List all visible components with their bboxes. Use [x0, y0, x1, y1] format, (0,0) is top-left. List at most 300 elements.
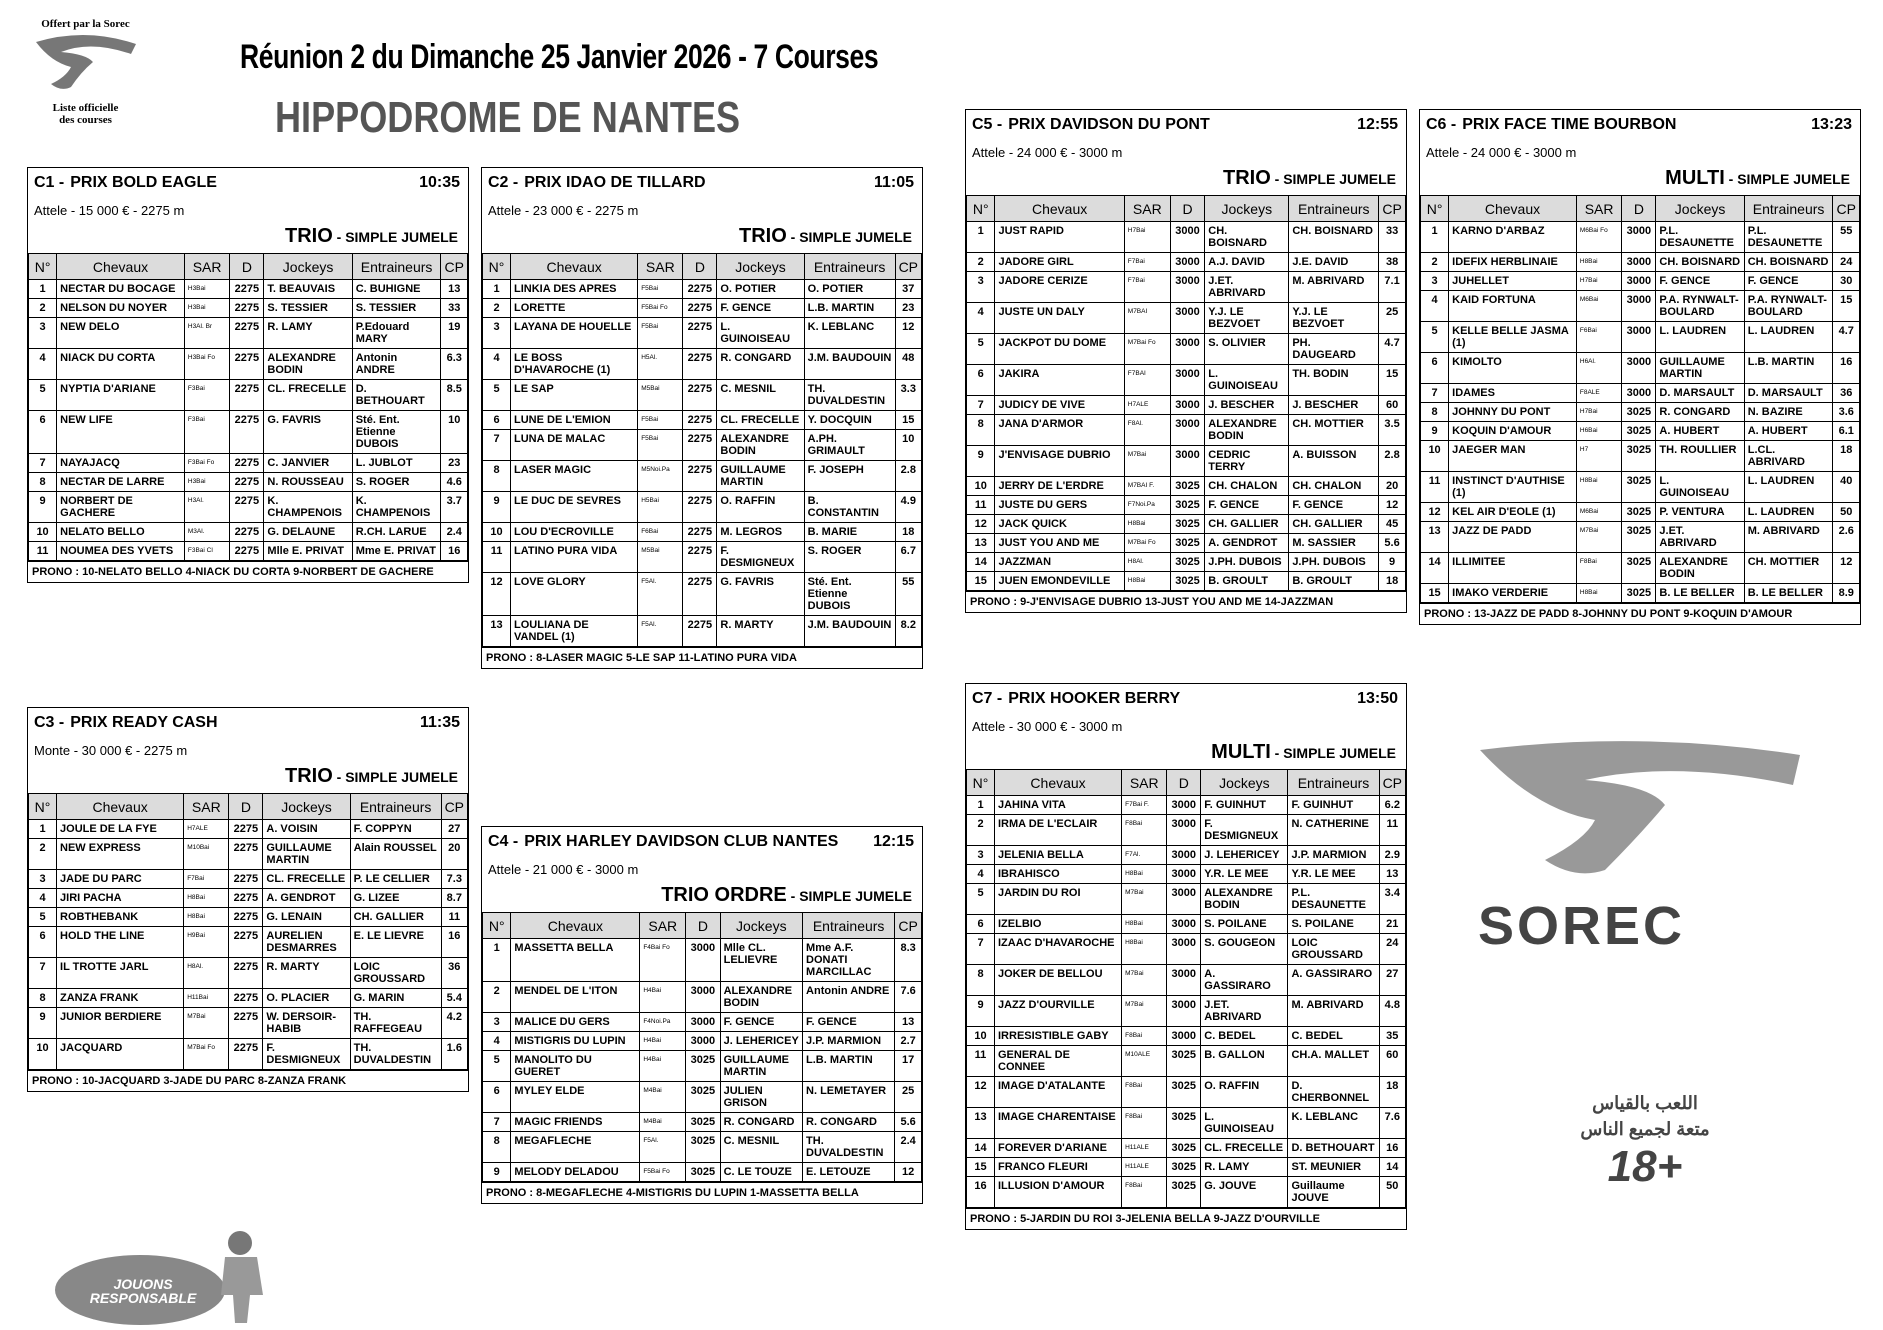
cell-dist: 3000 [1622, 222, 1656, 253]
cell-trainer: R. CONGARD [803, 1113, 895, 1132]
cell-num: 7 [483, 430, 511, 461]
table-row [967, 222, 1406, 253]
cell-sar: H4Bai [640, 1032, 686, 1051]
column-header-horse: Chevaux [511, 913, 640, 939]
column-header-jockey: Jockeys [720, 913, 802, 939]
table-row [29, 1039, 468, 1070]
table-header-row [483, 913, 922, 939]
race-name: PRIX FACE TIME BOURBON [1462, 116, 1677, 133]
column-header-horse: Chevaux [57, 794, 184, 820]
cell-dist: 2275 [230, 380, 264, 411]
cell-num: 9 [1421, 422, 1449, 441]
cell-cp: 27 [441, 820, 467, 839]
cell-num: 5 [967, 334, 995, 365]
cell-cp: 1.6 [441, 1039, 467, 1070]
bet-types [1420, 167, 1860, 195]
cell-sar: H9Bai [184, 927, 229, 958]
cell-trainer: CH. GALLIER [1289, 515, 1379, 534]
cell-cp: 13 [441, 280, 468, 299]
cell-jockey: R. LAMY [1201, 1158, 1288, 1177]
cell-num: 1 [967, 796, 995, 815]
cell-trainer: F. GENCE [1289, 496, 1379, 515]
cell-dist: 2275 [230, 454, 264, 473]
cell-sar: M10Bai [184, 839, 229, 870]
column-header-sar: SAR [184, 254, 229, 280]
cell-dist: 3000 [686, 1032, 720, 1051]
column-header-horse: Chevaux [995, 196, 1124, 222]
cell-sar: F8Al. [1124, 415, 1170, 446]
table-row [483, 299, 922, 318]
cell-jockey: N. ROUSSEAU [264, 473, 352, 492]
cell-num: 14 [1421, 553, 1449, 584]
arabic-slogan-line2: متعة لجميع الناس [1580, 1119, 1710, 1139]
cell-trainer: S. ROGER [352, 473, 441, 492]
table-row [29, 889, 468, 908]
cell-dist: 3000 [1167, 846, 1201, 865]
cell-sar: H4Bai [640, 982, 686, 1013]
cell-horse: LOVE GLORY [511, 573, 638, 616]
bet-main: MULTI [1211, 741, 1271, 763]
cell-horse: JUHELLET [1449, 272, 1577, 291]
cell-trainer: P.Edouard MARY [352, 318, 441, 349]
cell-cp: 20 [441, 839, 467, 870]
cell-sar: H3Bai Fo [184, 349, 229, 380]
cell-horse: LINKIA DES APRES [511, 280, 638, 299]
column-header-trainer: Entraineurs [803, 913, 895, 939]
cell-jockey: L. GUINOISEAU [1201, 1108, 1288, 1139]
cell-horse: JAKIRA [995, 365, 1124, 396]
cell-horse: FRANCO FLEURI [995, 1158, 1122, 1177]
cell-jockey: O. RAFFIN [717, 492, 804, 523]
column-header-horse: Chevaux [1449, 196, 1577, 222]
cell-trainer: S. TESSIER [352, 299, 441, 318]
cell-horse: ZANZA FRANK [57, 989, 184, 1008]
cell-sar: H6Bai [1576, 422, 1621, 441]
race-conditions: Attele - 15 000 € - 2275 m [34, 203, 185, 218]
cell-num: 2 [483, 299, 511, 318]
table-row [1421, 403, 1860, 422]
table-row [29, 318, 468, 349]
table-row [483, 349, 922, 380]
table-row [967, 515, 1406, 534]
table-row [483, 939, 922, 982]
cell-dist: 2275 [229, 889, 263, 908]
cell-cp: 9 [1379, 553, 1406, 572]
cell-num: 8 [29, 989, 57, 1008]
cell-cp: 18 [1379, 572, 1406, 591]
cell-dist: 3025 [1167, 1177, 1201, 1208]
cell-jockey: A. GENDROT [1205, 534, 1289, 553]
table-row [967, 477, 1406, 496]
cell-cp: 6.3 [441, 349, 468, 380]
cell-sar: F7Bai F. [1122, 796, 1167, 815]
cell-horse: IL TROTTE JARL [57, 958, 184, 989]
cell-sar: H6Al. [1576, 353, 1621, 384]
cell-trainer: G. LIZEE [350, 889, 441, 908]
race-prono: PRONO : 5-JARDIN DU ROI 3-JELENIA BELLA 9-JAZZ D'OURVILLE [966, 1208, 1406, 1229]
cell-sar: F7Bai [1124, 272, 1170, 303]
cell-jockey: C. LE TOUZE [720, 1163, 802, 1182]
cell-cp: 4.7 [1833, 322, 1860, 353]
race-conditions: Monte - 30 000 € - 2275 m [34, 743, 188, 758]
table-row [1421, 222, 1860, 253]
cell-sar: H3Bai [184, 473, 229, 492]
table-row [483, 616, 922, 647]
cell-dist: 3000 [1167, 796, 1201, 815]
race-time: 11:35 [419, 714, 460, 731]
bet-types [482, 225, 922, 253]
cell-jockey: F. DESMIGNEUX [263, 1039, 350, 1070]
cell-trainer: L.CL. ABRIVARD [1744, 441, 1833, 472]
cell-trainer: Y.R. LE MEE [1288, 865, 1379, 884]
column-header-jockey: Jockeys [264, 254, 352, 280]
bet-types [966, 167, 1406, 195]
cell-sar: F7Noi.Pa [1124, 496, 1170, 515]
cell-jockey: K. CHAMPENOIS [264, 492, 352, 523]
cell-num: 13 [1421, 522, 1449, 553]
cell-sar: M7Bai Fo [1124, 334, 1170, 365]
table-row [967, 446, 1406, 477]
cell-cp: 60 [1379, 396, 1406, 415]
cell-dist: 3000 [1622, 272, 1656, 291]
cell-cp: 50 [1379, 1177, 1405, 1208]
cell-trainer: CH.A. MALLET [1288, 1046, 1379, 1077]
cell-num: 11 [967, 1046, 995, 1077]
race-card-c7 [965, 683, 1407, 1230]
table-row [967, 915, 1406, 934]
cell-cp: 7.6 [1379, 1108, 1405, 1139]
cell-dist: 3025 [1167, 1158, 1201, 1177]
cell-jockey: P. VENTURA [1656, 503, 1744, 522]
cell-sar: H8Bai [1576, 253, 1621, 272]
cell-dist: 3025 [1167, 1046, 1201, 1077]
table-row [1421, 384, 1860, 403]
table-row [1421, 291, 1860, 322]
cell-jockey: L. GUINOISEAU [717, 318, 804, 349]
race-header [28, 708, 468, 741]
cell-trainer: PH. DAUGEARD [1289, 334, 1379, 365]
cell-trainer: LOIC GROUSSARD [1288, 934, 1379, 965]
cell-jockey: ALEXANDRE BODIN [720, 982, 802, 1013]
cell-trainer: A. BUISSON [1289, 446, 1379, 477]
cell-cp: 2.8 [1379, 446, 1406, 477]
cell-horse: LE SAP [511, 380, 638, 411]
cell-jockey: F. GENCE [717, 299, 804, 318]
cell-num: 9 [967, 446, 995, 477]
arabic-slogan-line1: اللعب بالقياس [1592, 1093, 1698, 1113]
cell-num: 2 [29, 839, 57, 870]
cell-jockey: J. BESCHER [1205, 396, 1289, 415]
column-header-cp: CP [1379, 770, 1405, 796]
cell-jockey: A. HUBERT [1656, 422, 1744, 441]
cell-dist: 2275 [230, 299, 264, 318]
cell-num: 3 [29, 318, 57, 349]
cell-sar: H3Al. [184, 492, 229, 523]
table-row [29, 1008, 468, 1039]
cell-sar: F3Bai Cl [184, 542, 229, 561]
cell-sar: H7Bai [1124, 222, 1170, 253]
cell-sar: M6Bai [1576, 291, 1621, 322]
cell-jockey: S. POILANE [1201, 915, 1288, 934]
cell-horse: MEGAFLECHE [511, 1132, 640, 1163]
cell-num: 5 [29, 908, 57, 927]
cell-horse: IRRESISTIBLE GABY [995, 1027, 1122, 1046]
cell-horse: JACQUARD [57, 1039, 184, 1070]
cell-cp: 27 [1379, 965, 1405, 996]
column-header-sar: SAR [1576, 196, 1621, 222]
cell-horse: HOLD THE LINE [57, 927, 184, 958]
column-header-cp: CP [441, 794, 467, 820]
cell-cp: 7.3 [441, 870, 467, 889]
table-row [1421, 522, 1860, 553]
cell-sar: F5Al. [638, 573, 683, 616]
cell-num: 3 [967, 846, 995, 865]
cell-num: 11 [483, 542, 511, 573]
cell-horse: LE BOSS D'HAVAROCHE (1) [511, 349, 638, 380]
cell-num: 3 [1421, 272, 1449, 291]
bet-main: TRIO ORDRE [661, 884, 787, 906]
cell-num: 8 [29, 473, 57, 492]
cell-sar: H8Al. [1124, 553, 1170, 572]
cell-horse: JUSTE DU GERS [995, 496, 1124, 515]
table-header-row [483, 254, 922, 280]
cell-horse: JERRY DE L'ERDRE [995, 477, 1124, 496]
cell-trainer: E. LE LIEVRE [350, 927, 441, 958]
cell-num: 8 [1421, 403, 1449, 422]
cell-trainer: J.E. DAVID [1289, 253, 1379, 272]
cell-dist: 2275 [229, 820, 263, 839]
cell-dist: 3025 [1622, 584, 1656, 603]
cell-horse: MENDEL DE L'ITON [511, 982, 640, 1013]
cell-sar: F4Bai Fo [640, 939, 686, 982]
cell-num: 5 [1421, 322, 1449, 353]
cell-jockey: CL. FRECELLE [263, 870, 350, 889]
cell-sar: M5Noi.Pa [638, 461, 683, 492]
column-header-trainer: Entraineurs [350, 794, 441, 820]
bet-main: TRIO [738, 225, 787, 247]
cell-num: 10 [29, 1039, 57, 1070]
cell-jockey: CH. BOISNARD [1205, 222, 1289, 253]
cell-jockey: B. GALLON [1201, 1046, 1288, 1077]
runners-table [28, 793, 468, 1070]
cell-num: 5 [967, 884, 995, 915]
column-header-trainer: Entraineurs [1744, 196, 1833, 222]
cell-horse: KAID FORTUNA [1449, 291, 1577, 322]
cell-sar: H7ALE [1124, 396, 1170, 415]
cell-dist: 3025 [1170, 572, 1205, 591]
cell-num: 1 [1421, 222, 1449, 253]
cell-trainer: Sté. Ent. Etienne DUBOIS [352, 411, 441, 454]
runners-table [966, 769, 1406, 1208]
cell-num: 7 [29, 454, 57, 473]
sorec-logo-text: SOREC [1478, 896, 1686, 956]
table-row [29, 280, 468, 299]
cell-num: 6 [483, 411, 511, 430]
official-list-line1: Liste officielle [52, 102, 119, 114]
cell-jockey: L. GUINOISEAU [1656, 472, 1744, 503]
column-header-cp: CP [895, 913, 922, 939]
cell-trainer: P.L. DESAUNETTE [1744, 222, 1833, 253]
cell-jockey: CEDRIC TERRY [1205, 446, 1289, 477]
column-header-sar: SAR [184, 794, 229, 820]
cell-jockey: TH. ROULLIER [1656, 441, 1744, 472]
cell-num: 15 [967, 1158, 995, 1177]
cell-num: 4 [483, 349, 511, 380]
cell-jockey: R. CONGARD [1656, 403, 1744, 422]
cell-horse: NEW DELO [57, 318, 185, 349]
cell-sar: M5Bai [638, 542, 683, 573]
table-row [967, 796, 1406, 815]
cell-cp: 5.6 [1379, 534, 1406, 553]
cell-horse: MALICE DU GERS [511, 1013, 640, 1032]
cell-jockey: ALEXANDRE BODIN [264, 349, 352, 380]
cell-cp: 8.9 [1833, 584, 1860, 603]
cell-cp: 36 [441, 958, 467, 989]
table-row [483, 573, 922, 616]
column-header-num: N° [29, 794, 57, 820]
cell-horse: JOULE DE LA FYE [57, 820, 184, 839]
table-row [1421, 253, 1860, 272]
cell-trainer: Antonin ANDRE [352, 349, 441, 380]
table-row [967, 572, 1406, 591]
cell-num: 2 [1421, 253, 1449, 272]
cell-sar: H3Bai [184, 280, 229, 299]
cell-sar: F7Al. [1122, 846, 1167, 865]
cell-num: 2 [967, 815, 995, 846]
race-header [28, 168, 468, 201]
cell-horse: NORBERT DE GACHERE [57, 492, 185, 523]
cell-horse: LOU D'ECROVILLE [511, 523, 638, 542]
cell-trainer: ST. MEUNIER [1288, 1158, 1379, 1177]
column-header-num: N° [967, 770, 995, 796]
cell-dist: 2275 [229, 839, 263, 870]
table-row [967, 1108, 1406, 1139]
cell-cp: 55 [895, 573, 921, 616]
cell-cp: 3.7 [441, 492, 468, 523]
cell-jockey: GUILLAUME MARTIN [720, 1051, 802, 1082]
cell-dist: 2275 [683, 616, 717, 647]
cell-jockey: R. CONGARD [717, 349, 804, 380]
cell-trainer: P.L. DESAUNETTE [1288, 884, 1379, 915]
cell-dist: 3025 [1622, 403, 1656, 422]
cell-cp: 12 [895, 318, 921, 349]
column-header-sar: SAR [640, 913, 686, 939]
column-header-num: N° [29, 254, 57, 280]
table-row [483, 492, 922, 523]
cell-dist: 3000 [1170, 415, 1205, 446]
cell-trainer: P. LE CELLIER [350, 870, 441, 889]
table-row [967, 253, 1406, 272]
cell-num: 4 [967, 865, 995, 884]
cell-num: 7 [483, 1113, 511, 1132]
cell-cp: 45 [1379, 515, 1406, 534]
cell-horse: IMAGE D'ATALANTE [995, 1077, 1122, 1108]
cell-num: 5 [29, 380, 57, 411]
table-row [967, 1046, 1406, 1077]
race-conditions: Attele - 21 000 € - 3000 m [488, 862, 639, 877]
cell-horse: JIRI PACHA [57, 889, 184, 908]
race-card-c4 [481, 826, 923, 1204]
cell-jockey: Mlle E. PRIVAT [264, 542, 352, 561]
cell-trainer: Antonin ANDRE [803, 982, 895, 1013]
cell-dist: 2275 [683, 380, 717, 411]
cell-jockey: T. BEAUVAIS [264, 280, 352, 299]
cell-sar: H4Bai [640, 1051, 686, 1082]
table-row [1421, 503, 1860, 522]
cell-dist: 2275 [229, 870, 263, 889]
cell-num: 9 [483, 492, 511, 523]
jouons-responsable-logo [55, 1225, 295, 1325]
cell-trainer: CH. CHALON [1289, 477, 1379, 496]
cell-jockey: CL. FRECELLE [264, 380, 352, 411]
runners-table [482, 253, 922, 647]
cell-dist: 3025 [1170, 553, 1205, 572]
cell-cp: 2.8 [895, 461, 921, 492]
cell-trainer: Sté. Ent. Etienne DUBOIS [804, 573, 895, 616]
cell-dist: 3025 [686, 1163, 720, 1182]
cell-jockey: A.J. DAVID [1205, 253, 1289, 272]
cell-cp: 4.6 [441, 473, 468, 492]
cell-trainer: B. MARIE [804, 523, 895, 542]
cell-horse: JAHINA VITA [995, 796, 1122, 815]
cell-jockey: C. BEDEL [1201, 1027, 1288, 1046]
cell-trainer: Guillaume JOUVE [1288, 1177, 1379, 1208]
cell-trainer: Alain ROUSSEL [350, 839, 441, 870]
cell-sar: H8Al. [184, 958, 229, 989]
cell-num: 11 [1421, 472, 1449, 503]
cell-horse: JOHNNY DU PONT [1449, 403, 1577, 422]
cell-dist: 2275 [230, 349, 264, 380]
table-row [967, 965, 1406, 996]
table-row [29, 492, 468, 523]
cell-sar: F5Bai [638, 318, 683, 349]
cell-num: 3 [29, 870, 57, 889]
cell-horse: LUNE DE L'EMION [511, 411, 638, 430]
cell-horse: KOQUIN D'AMOUR [1449, 422, 1577, 441]
cell-sar: H7ALE [184, 820, 229, 839]
race-card-c3 [27, 707, 469, 1092]
race-code: C2 - [488, 174, 519, 191]
cell-jockey: JULIEN GRISON [720, 1082, 802, 1113]
jockey-figure-icon [205, 1225, 285, 1325]
table-row [483, 1113, 922, 1132]
cell-sar: H5Bai [638, 492, 683, 523]
cell-trainer: M. ABRIVARD [1744, 522, 1833, 553]
cell-sar: F5Bai Fo [638, 299, 683, 318]
cell-sar: M7Bai Fo [1124, 534, 1170, 553]
race-time: 13:23 [1811, 116, 1852, 133]
column-header-horse: Chevaux [511, 254, 638, 280]
cell-jockey: O. PLACIER [263, 989, 350, 1008]
cell-trainer: A.PH. GRIMAULT [804, 430, 895, 461]
cell-num: 12 [1421, 503, 1449, 522]
cell-jockey: J. LEHERICEY [1201, 846, 1288, 865]
cell-cp: 21 [1379, 915, 1405, 934]
cell-horse: ILLIMITEE [1449, 553, 1577, 584]
cell-sar: H7Bai [1576, 272, 1621, 291]
bet-secondary: - SIMPLE JUMELE [332, 229, 458, 245]
cell-sar: M7Bai [1576, 522, 1621, 553]
race-name: PRIX READY CASH [70, 714, 218, 731]
cell-trainer: D. BETHOUART [352, 380, 441, 411]
cell-cp: 8.2 [895, 616, 921, 647]
column-header-num: N° [483, 254, 511, 280]
cell-num: 14 [967, 1139, 995, 1158]
cell-sar: F6Bai [1576, 322, 1621, 353]
column-header-num: N° [1421, 196, 1449, 222]
cell-horse: JUSTE UN DALY [995, 303, 1124, 334]
cell-trainer: F. GUINHUT [1288, 796, 1379, 815]
